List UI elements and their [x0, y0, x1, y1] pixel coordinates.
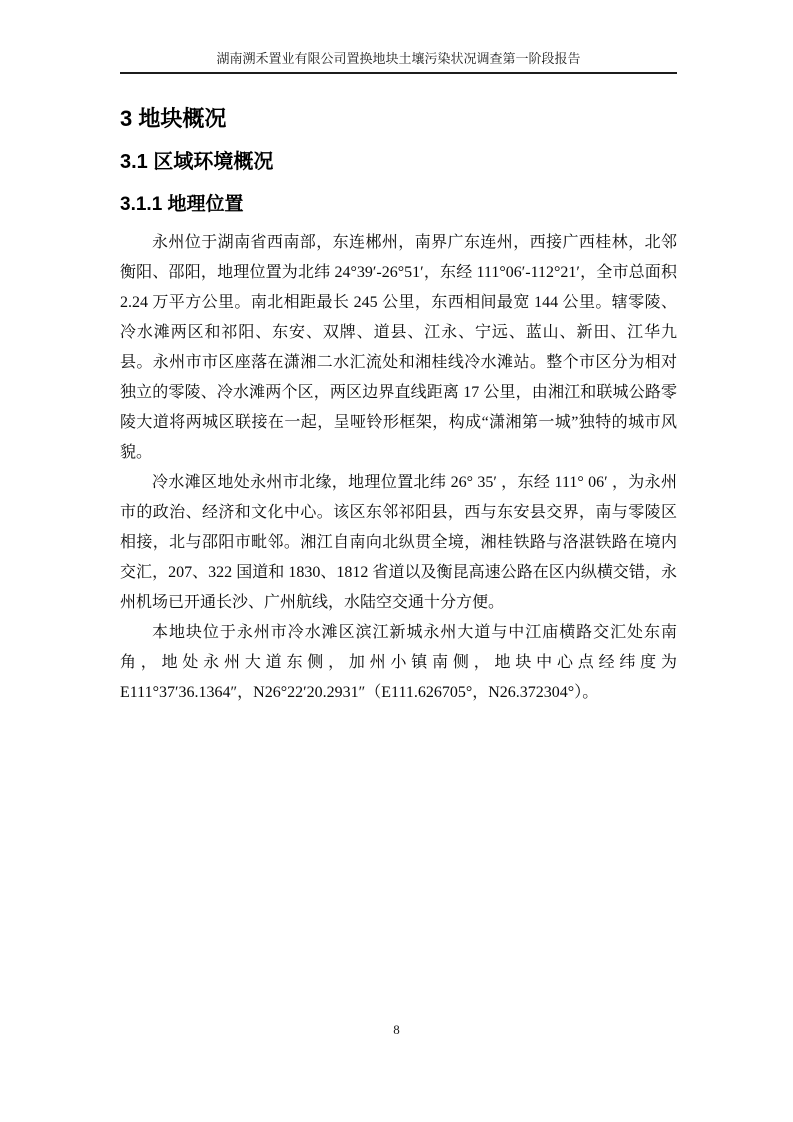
- section-heading-level2: 3.1 区域环境概况: [120, 151, 274, 173]
- page-number: 8: [393, 1022, 400, 1037]
- page-header: [120, 50, 677, 74]
- paragraph-lengshuitan-district: 冷水滩区地处永州市北缘，地理位置北纬 26° 35′ ，东经 111° 06′ ，为永州市的政治、经济和文化中心。该区东邻祁阳县，西与东安县交界，南与零陵区相接，北与邵阳市毗邻。湘江自南向北纵贯全境，湘桂铁路与洛湛铁路在境内交汇，207、322 国道和 1830、1812 省道以及衡昆高速公路在区内纵横交错，永州机场已开通长沙、广州航线，水陆空交通十分方便。: [120, 474, 677, 611]
- page-footer: [0, 1022, 793, 1038]
- body-text: [120, 228, 677, 708]
- section-heading-level1: 3 地块概况: [120, 106, 227, 131]
- page-header-title: 湖南溯禾置业有限公司置换地块土壤污染状况调查第一阶段报告: [216, 51, 581, 66]
- paragraph-plot-location: 本地块位于永州市冷水滩区滨江新城永州大道与中江庙横路交汇处东南角，地处永州大道东侧，加州小镇南侧，地块中心点经纬度为 E111°37′36.1364″，N26°22′20.2931″（E111.626705°，N26.372304°）。: [120, 624, 677, 701]
- document-content: [120, 96, 677, 708]
- section-heading-level3: 3.1.1 地理位置: [120, 194, 244, 215]
- paragraph-geography-yongzhou: 永州位于湖南省西南部，东连郴州，南界广东连州，西接广西桂林，北邻衡阳、邵阳，地理位置为北纬 24°39′-26°51′，东经 111°06′-112°21′，全市总面积 2.24 万平方公里。南北相距最长 245 公里，东西相间最宽 144 公里。辖零陵、冷水滩两区和祁阳、东安、双牌、道县、江永、宁远、蓝山、新田、江华九县。永州市市区座落在潇湘二水汇流处和湘桂线冷水滩站。整个市区分为相对独立的零陵、冷水滩两个区，两区边界直线距离 17 公里，由湘江和联城公路零陵大道将两城区联接在一起，呈哑铃形框架，构成“潇湘第一城”独特的城市风貌。: [120, 234, 677, 461]
